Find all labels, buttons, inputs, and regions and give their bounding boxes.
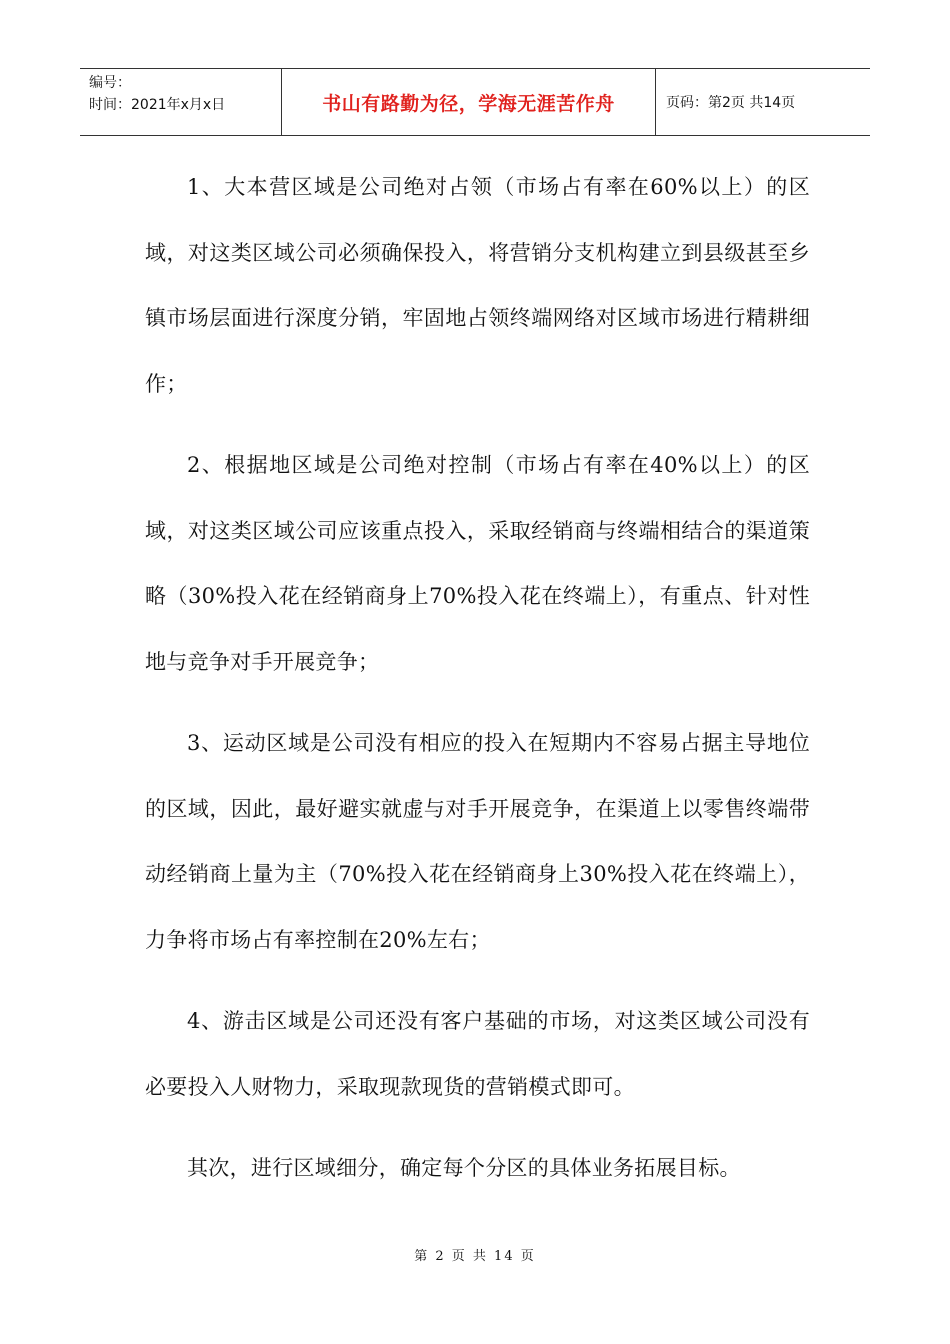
header-page-cell [656,69,870,135]
header-meta-cell [80,69,282,135]
paragraph-mobile-region: 3、运动区域是公司没有相应的投入在短期内不容易占据主导地位的区域，因此，最好避实就虚与对手开展竞争，在渠道上以零售终端带动经销商上量为主（70%投入花在经销商身上30%投入花在终端上），力争将市场占有率控制在20%左右； [145,731,810,952]
document-number-label: 编号： [89,75,131,91]
paragraph-stronghold-region: 2、根据地区域是公司绝对控制（市场占有率在40%以上）的区域，对这类区域公司应该重点投入，采取经销商与终端相结合的渠道策略（30%投入花在经销商身上70%投入花在终端上），有重点、针对性地与竞争对手开展竞争； [145,453,810,674]
document-date-label: 时间：2021年x月x日 [89,97,226,113]
page-footer: 第 2 页 共 14 页 [414,1249,536,1264]
paragraph-subdivision: 其次，进行区域细分，确定每个分区的具体业务拓展目标。 [187,1156,741,1180]
header-motto-cell [282,69,656,135]
document-body [145,155,810,1218]
header-page-info: 页码：第2页 共14页 [666,95,796,111]
paragraph-base-region: 1、大本营区域是公司绝对占领（市场占有率在60%以上）的区域，对这类区域公司必须确保投入，将营销分支机构建立到县级甚至乡镇市场层面进行深度分销，牢固地占领终端网络对区域市场进行精耕细作； [145,175,810,396]
paragraph-guerrilla-region: 4、游击区域是公司还没有客户基础的市场，对这类区域公司没有必要投入人财物力，采取现款现货的营销模式即可。 [145,1009,810,1099]
page-header [80,68,870,136]
header-motto: 书山有路勤为径，学海无涯苦作舟 [322,92,615,115]
